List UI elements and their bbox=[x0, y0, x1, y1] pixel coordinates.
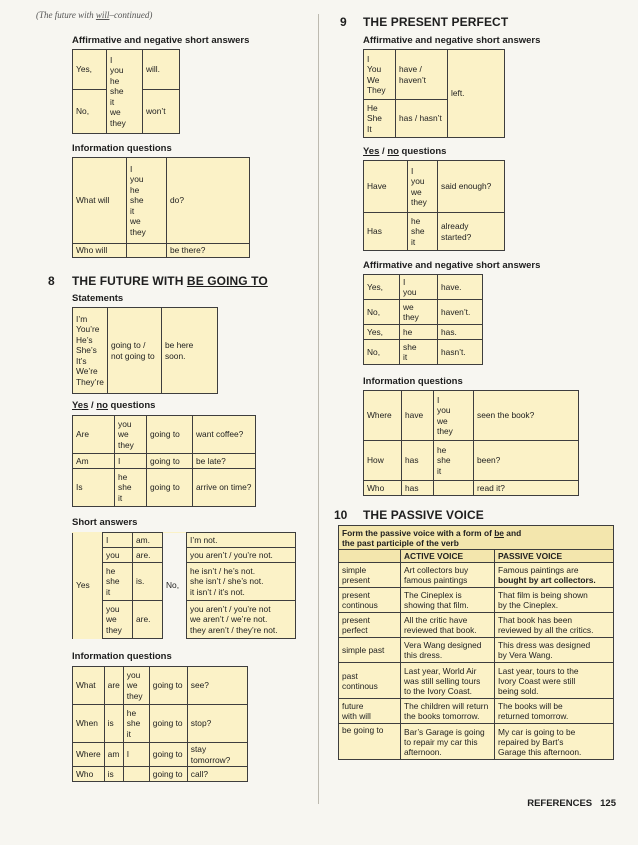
verb-cell: have. bbox=[438, 275, 483, 300]
going-to-info-questions-table bbox=[72, 666, 248, 782]
no-cell: No, bbox=[364, 300, 400, 325]
will-info-questions-table bbox=[72, 157, 250, 258]
going-to-info-questions-title: Information questions bbox=[72, 651, 172, 662]
aux-cell: has bbox=[402, 481, 434, 496]
section-title-9: THE PRESENT PERFECT bbox=[363, 15, 509, 29]
what-will-cell: What will bbox=[73, 158, 127, 244]
passive-cell: That book has been reviewed by all the critics. bbox=[495, 613, 614, 638]
verb-cell: be late? bbox=[193, 454, 256, 469]
pp-short-answers-2-table bbox=[363, 274, 483, 365]
passive-cell: Last year, tours to the Ivory Coast were still being sold. bbox=[495, 663, 614, 699]
going-to-cell: going to bbox=[147, 469, 193, 507]
have-cell: Have bbox=[364, 161, 408, 213]
subject-list: he she it bbox=[434, 441, 474, 481]
passive-voice-table bbox=[338, 525, 614, 760]
subject-list: I you he she it we they bbox=[107, 50, 143, 134]
yes-no-questions-table bbox=[72, 415, 256, 507]
verb-cell: call? bbox=[187, 767, 247, 782]
yes-cell: Yes, bbox=[364, 275, 400, 300]
subject-list: I you we they bbox=[408, 161, 438, 213]
neg-cell: you aren’t / you’re not we aren’t / we’re not. they aren’t / they’re not. bbox=[187, 601, 296, 639]
do-cell: do? bbox=[167, 158, 250, 244]
yes-cell: Yes, bbox=[364, 325, 400, 340]
going-to-cell: going to bbox=[149, 667, 187, 705]
short-answers-title: Short answers bbox=[72, 517, 138, 528]
tense-cell: present perfect bbox=[339, 613, 401, 638]
verb-cell: been? bbox=[474, 441, 579, 481]
aux-cell: Is bbox=[73, 469, 115, 507]
passive-cell: That film is being shown by the Cineplex. bbox=[495, 588, 614, 613]
tense-cell: future with will bbox=[339, 699, 401, 724]
neg-cell: he isn’t / he’s not. she isn’t / she’s not. it isn’t / it’s not. bbox=[187, 563, 296, 601]
active-cell: The Cineplex is showing that film. bbox=[401, 588, 495, 613]
section-number-8: 8 bbox=[48, 274, 55, 288]
tense-cell: present continous bbox=[339, 588, 401, 613]
subject-list: you we they bbox=[115, 416, 147, 454]
aux-cell: is bbox=[104, 705, 123, 743]
will-short-answers-table bbox=[72, 49, 180, 134]
yes-cell: Yes, bbox=[73, 50, 107, 90]
subject-cell: I bbox=[103, 533, 133, 548]
subject-list: He She It bbox=[364, 100, 396, 138]
will-info-questions-title: Information questions bbox=[72, 143, 172, 154]
verb-cell: is. bbox=[133, 563, 163, 601]
subject-list: I You We They bbox=[364, 50, 396, 100]
subject-cell: he bbox=[400, 325, 438, 340]
who-will-cell: Who will bbox=[73, 244, 127, 258]
subject-list: he she it bbox=[408, 213, 438, 251]
verb-cell: are. bbox=[133, 601, 163, 639]
subject-list: we they bbox=[400, 300, 438, 325]
pp-info-questions-table bbox=[363, 390, 579, 496]
subject-list: I bbox=[115, 454, 147, 469]
neg-cell: I’m not. bbox=[187, 533, 296, 548]
verb-cell: are. bbox=[133, 548, 163, 563]
tense-cell: simple past bbox=[339, 638, 401, 663]
active-cell: The children will return the books tomorrow. bbox=[401, 699, 495, 724]
col-header-active: ACTIVE VOICE bbox=[401, 550, 495, 563]
yes-no-questions-title: Yes / no questions bbox=[72, 400, 156, 411]
active-cell: Bar’s Garage is going to repair my car this afternoon. bbox=[401, 724, 495, 760]
aux-cell: am bbox=[104, 743, 123, 767]
going-to-cell: going to bbox=[147, 416, 193, 454]
verb-cell: stay tomorrow? bbox=[187, 743, 247, 767]
page-number: 125 bbox=[600, 798, 616, 809]
have-cell: have / haven’t bbox=[396, 50, 448, 100]
no-cell: No, bbox=[364, 340, 400, 365]
will-short-answers-title: Affirmative and negative short answers bbox=[72, 35, 250, 46]
subject-list: he she it bbox=[115, 469, 147, 507]
be-here-soon-cell: be here soon. bbox=[161, 308, 217, 394]
going-to-cell: going to / not going to bbox=[107, 308, 161, 394]
column-divider bbox=[318, 14, 319, 804]
verb-cell: hasn’t. bbox=[438, 340, 483, 365]
subject-list: he she it bbox=[123, 705, 149, 743]
going-to-cell: going to bbox=[149, 705, 187, 743]
running-head: (The future with will–continued) bbox=[36, 10, 153, 20]
going-to-cell: going to bbox=[147, 454, 193, 469]
statements-title: Statements bbox=[72, 293, 124, 304]
aux-cell: is bbox=[104, 767, 123, 782]
wh-cell: Who bbox=[364, 481, 402, 496]
be-there-cell: be there? bbox=[167, 244, 250, 258]
aux-cell: have bbox=[402, 391, 434, 441]
passive-cell: My car is going to be repaired by Bart’s Garage this afternoon. bbox=[495, 724, 614, 760]
tense-cell: simple present bbox=[339, 563, 401, 588]
no-cell: No, bbox=[73, 90, 107, 134]
footer-label: REFERENCES bbox=[527, 798, 593, 809]
no-cell: No, bbox=[163, 533, 187, 639]
wont-cell: won’t bbox=[143, 90, 180, 134]
subject-cell: you bbox=[103, 548, 133, 563]
tense-cell: past continous bbox=[339, 663, 401, 699]
subject-list: you we they bbox=[123, 667, 149, 705]
active-cell: All the critic have reviewed that book. bbox=[401, 613, 495, 638]
pp-yes-no-title: Yes / no questions bbox=[363, 146, 447, 157]
verb-cell: said enough? bbox=[438, 161, 505, 213]
aux-cell: Are bbox=[73, 416, 115, 454]
section-number-10: 10 bbox=[334, 508, 348, 522]
subject-list: he she it bbox=[103, 563, 133, 601]
passive-cell: The books will be returned tomorrow. bbox=[495, 699, 614, 724]
pp-yes-no-table bbox=[363, 160, 505, 251]
pp-short-answers-table bbox=[363, 49, 505, 138]
verb-cell: see? bbox=[187, 667, 247, 705]
pp-short-answers-title: Affirmative and negative short answers bbox=[363, 35, 541, 46]
wh-cell: Where bbox=[364, 391, 402, 441]
short-answers-table bbox=[72, 532, 296, 639]
passive-cell: This dress was designed by Vera Wang. bbox=[495, 638, 614, 663]
section-number-9: 9 bbox=[340, 15, 347, 29]
verb-cell: has. bbox=[438, 325, 483, 340]
section-title-8: THE FUTURE WITH BE GOING TO bbox=[72, 274, 268, 288]
wh-cell: Where bbox=[73, 743, 105, 767]
subject-cell: I bbox=[123, 743, 149, 767]
wh-cell: When bbox=[73, 705, 105, 743]
passive-intro: Form the passive voice with a form of be and the past participle of the verb bbox=[339, 526, 614, 550]
verb-cell: arrive on time? bbox=[193, 469, 256, 507]
pp-info-questions-title: Information questions bbox=[363, 376, 463, 387]
pp-short-answers-2-title: Affirmative and negative short answers bbox=[363, 260, 541, 271]
subject-list: I you we they bbox=[434, 391, 474, 441]
wh-cell: Who bbox=[73, 767, 105, 782]
col-header-passive: PASSIVE VOICE bbox=[495, 550, 614, 563]
page-footer bbox=[519, 798, 616, 809]
subject-list: she it bbox=[400, 340, 438, 365]
verb-cell: stop? bbox=[187, 705, 247, 743]
subject-list: I you he she it we they bbox=[127, 158, 167, 244]
wh-cell: How bbox=[364, 441, 402, 481]
active-cell: Last year, World Air was still selling tours to the Ivory Coast. bbox=[401, 663, 495, 699]
verb-cell: haven’t. bbox=[438, 300, 483, 325]
section-title-10: THE PASSIVE VOICE bbox=[363, 508, 484, 522]
will-cell: will. bbox=[143, 50, 180, 90]
aux-cell: has bbox=[402, 441, 434, 481]
aux-cell: are bbox=[104, 667, 123, 705]
subject-list: you we they bbox=[103, 601, 133, 639]
yes-cell: Yes bbox=[73, 533, 103, 639]
left-cell: left. bbox=[448, 50, 505, 138]
aux-cell: Am bbox=[73, 454, 115, 469]
statements-table bbox=[72, 307, 218, 394]
wh-cell: What bbox=[73, 667, 105, 705]
verb-cell: am. bbox=[133, 533, 163, 548]
active-cell: Vera Wang designed this dress. bbox=[401, 638, 495, 663]
tense-cell: be going to bbox=[339, 724, 401, 760]
verb-cell: already started? bbox=[438, 213, 505, 251]
verb-cell: want coffee? bbox=[193, 416, 256, 454]
has-cell: has / hasn’t bbox=[396, 100, 448, 138]
subject-list: I’m You’re He’s She’s It’s We’re They’re bbox=[73, 308, 108, 394]
verb-cell: seen the book? bbox=[474, 391, 579, 441]
verb-cell: read it? bbox=[474, 481, 579, 496]
active-cell: Art collectors buy famous paintings bbox=[401, 563, 495, 588]
subject-cell bbox=[123, 767, 149, 782]
passive-cell: Famous paintings are bought by art collectors. bbox=[495, 563, 614, 588]
subject-list: I you bbox=[400, 275, 438, 300]
has-cell: Has bbox=[364, 213, 408, 251]
going-to-cell: going to bbox=[149, 767, 187, 782]
going-to-cell: going to bbox=[149, 743, 187, 767]
neg-cell: you aren’t / you’re not. bbox=[187, 548, 296, 563]
